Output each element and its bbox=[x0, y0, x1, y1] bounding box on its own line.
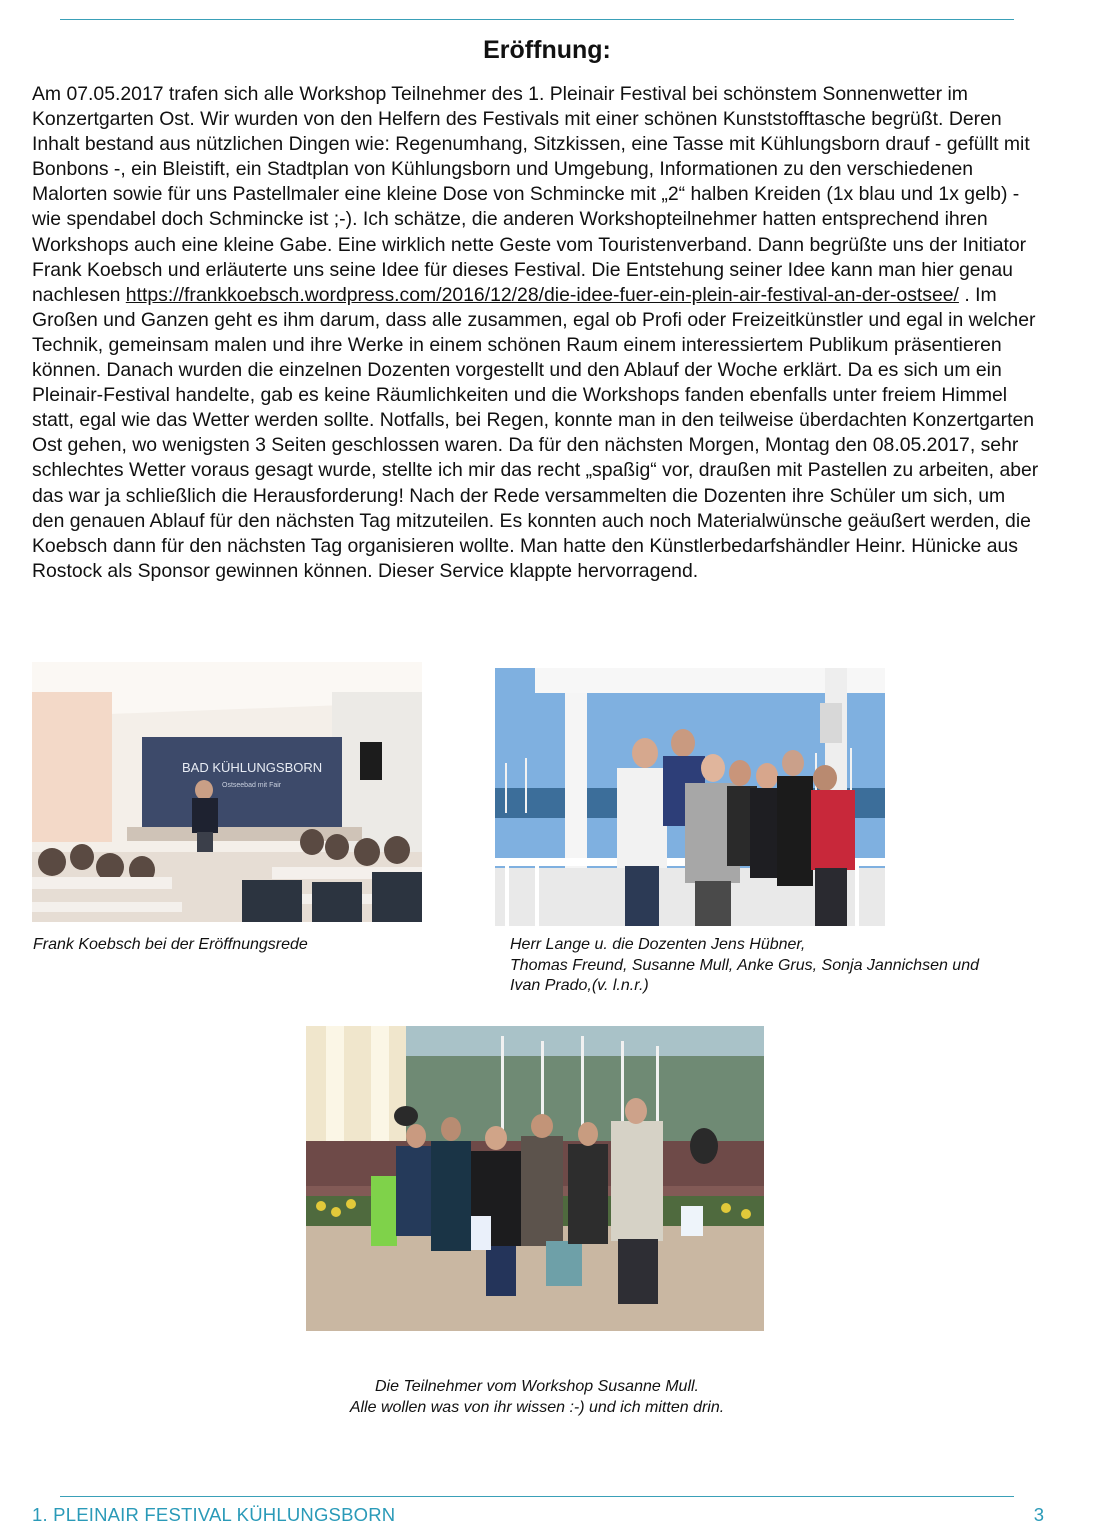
caption-photo-3 bbox=[300, 1377, 774, 1418]
caption-photo-2-line-2: Thomas Freund, Susanne Mull, Anke Grus, Sonja Jannichsen und bbox=[510, 956, 979, 974]
stage-sign-text: BAD KÜHLUNGSBORN bbox=[182, 760, 323, 775]
footer-title: 1. PLEINAIR FESTIVAL KÜHLUNGSBORN bbox=[32, 1504, 396, 1525]
caption-photo-2-line-3: Ivan Prado,(v. l.n.r.) bbox=[510, 977, 649, 994]
header-rule bbox=[60, 19, 1014, 20]
photo-workshop-participants bbox=[306, 1026, 764, 1331]
footer-rule bbox=[60, 1496, 1014, 1497]
caption-photo-1: Frank Koebsch bei der Eröffnungsrede bbox=[33, 936, 308, 953]
caption-photo-2 bbox=[510, 935, 1070, 997]
caption-photo-3-line-2: Alle wollen was von ihr wissen :-) und ich mitten drin. bbox=[349, 1398, 725, 1416]
caption-photo-3-line-1: Die Teilnehmer vom Workshop Susanne Mull. bbox=[375, 1378, 699, 1395]
photo-lecturers-group bbox=[495, 668, 885, 926]
page-number: 3 bbox=[1033, 1504, 1044, 1525]
photo-opening-speech bbox=[32, 662, 422, 922]
section-heading: Eröffnung: bbox=[483, 36, 611, 64]
blog-link[interactable]: https://frankkoebsch.wordpress.com/2016/12/28/die-idee-fuer-ein-plein-air-festival-an-der-ostsee/ bbox=[125, 283, 959, 306]
stage-sign-subtext: Ostseebad mit Fair bbox=[222, 782, 282, 789]
paragraph-text-1: Am 07.05.2017 trafen sich alle Workshop Teilnehmer des 1. Pleinair Festival bei schönstem Sonnenwetter im Konzertgarten Ost. Wir wurden von den Helfern des Festivals mit einer schönen Kunststofftasche begrüßt. Deren Inhalt bestand aus nützlichen Dingen wie: Regenumhang, Sitzkissen, eine Tasse mit Kühlungsborn drauf - gefüllt mit Bonbons -, ein Bleistift, ein Stadtplan von Kühlungsborn und Umgebung, Informationen zu den verschiedenen Malorten sowie für uns Pastellmaler eine kleine Dose von Schmincke mit „2“ halben Kreiden (1x blau und 1x gelb) - wie spendabel doch Schmincke ist ;-). Ich schätze, die anderen Workshopteilnehmer hatten entsprechend ihren Workshops auch eine kleine Gabe. Eine wirklich nette Geste vom Touristenverband. Dann begrüßte uns der Initiator Frank Koebsch und erläuterte uns seine Idee für dieses Festival. Die Entstehung seiner Idee kann man hier genau nachlesen bbox=[32, 83, 1030, 306]
body-paragraph bbox=[32, 82, 1042, 584]
paragraph-text-2: . Im Großen und Ganzen geht es ihm darum, dass alle zusammen, egal ob Profi oder Freizeitkünstler und egal in welcher Technik, gemeinsam malen und ihre Werke in einem schönen Raum einem interessiertem Publikum präsentieren können. Danach wurden die einzelnen Dozenten vorgestellt und den Ablauf der Woche erklärt. Da es sich um ein Pleinair-Festival handelte, gab es keine Räumlichkeiten und die Workshops fanden ebenfalls unter freiem Himmel statt, egal wie das Wetter werden sollte. Notfalls, bei Regen, konnte man in den teilweise überdachten Konzertgarten Ost gehen, wo wenigsten 3 Seiten geschlossen waren. Da für den nächsten Morgen, Montag den 08.05.2017, sehr schlechtes Wetter voraus gesagt wurde, stellte ich mir das recht „spaßig“ vor, draußen mit Pastellen zu arbeiten, aber das war ja schließlich die Herausforderung! Nach der Rede versammelten die Dozenten ihre Schüler um sich, um den genauen Ablauf für den nächsten Tag mitzuteilen. Es konnten auch noch Materialwünsche geäußert werden, die Koebsch dann für den nächsten Tag organisieren wollte. Man hatte den Künstlerbedarfshändler Heinr. Hünicke aus Rostock als Sponsor gewinnen können. Dieser Service klappte hervorragend. bbox=[32, 283, 1039, 582]
caption-photo-2-line-1: Herr Lange u. die Dozenten Jens Hübner, bbox=[510, 936, 806, 953]
